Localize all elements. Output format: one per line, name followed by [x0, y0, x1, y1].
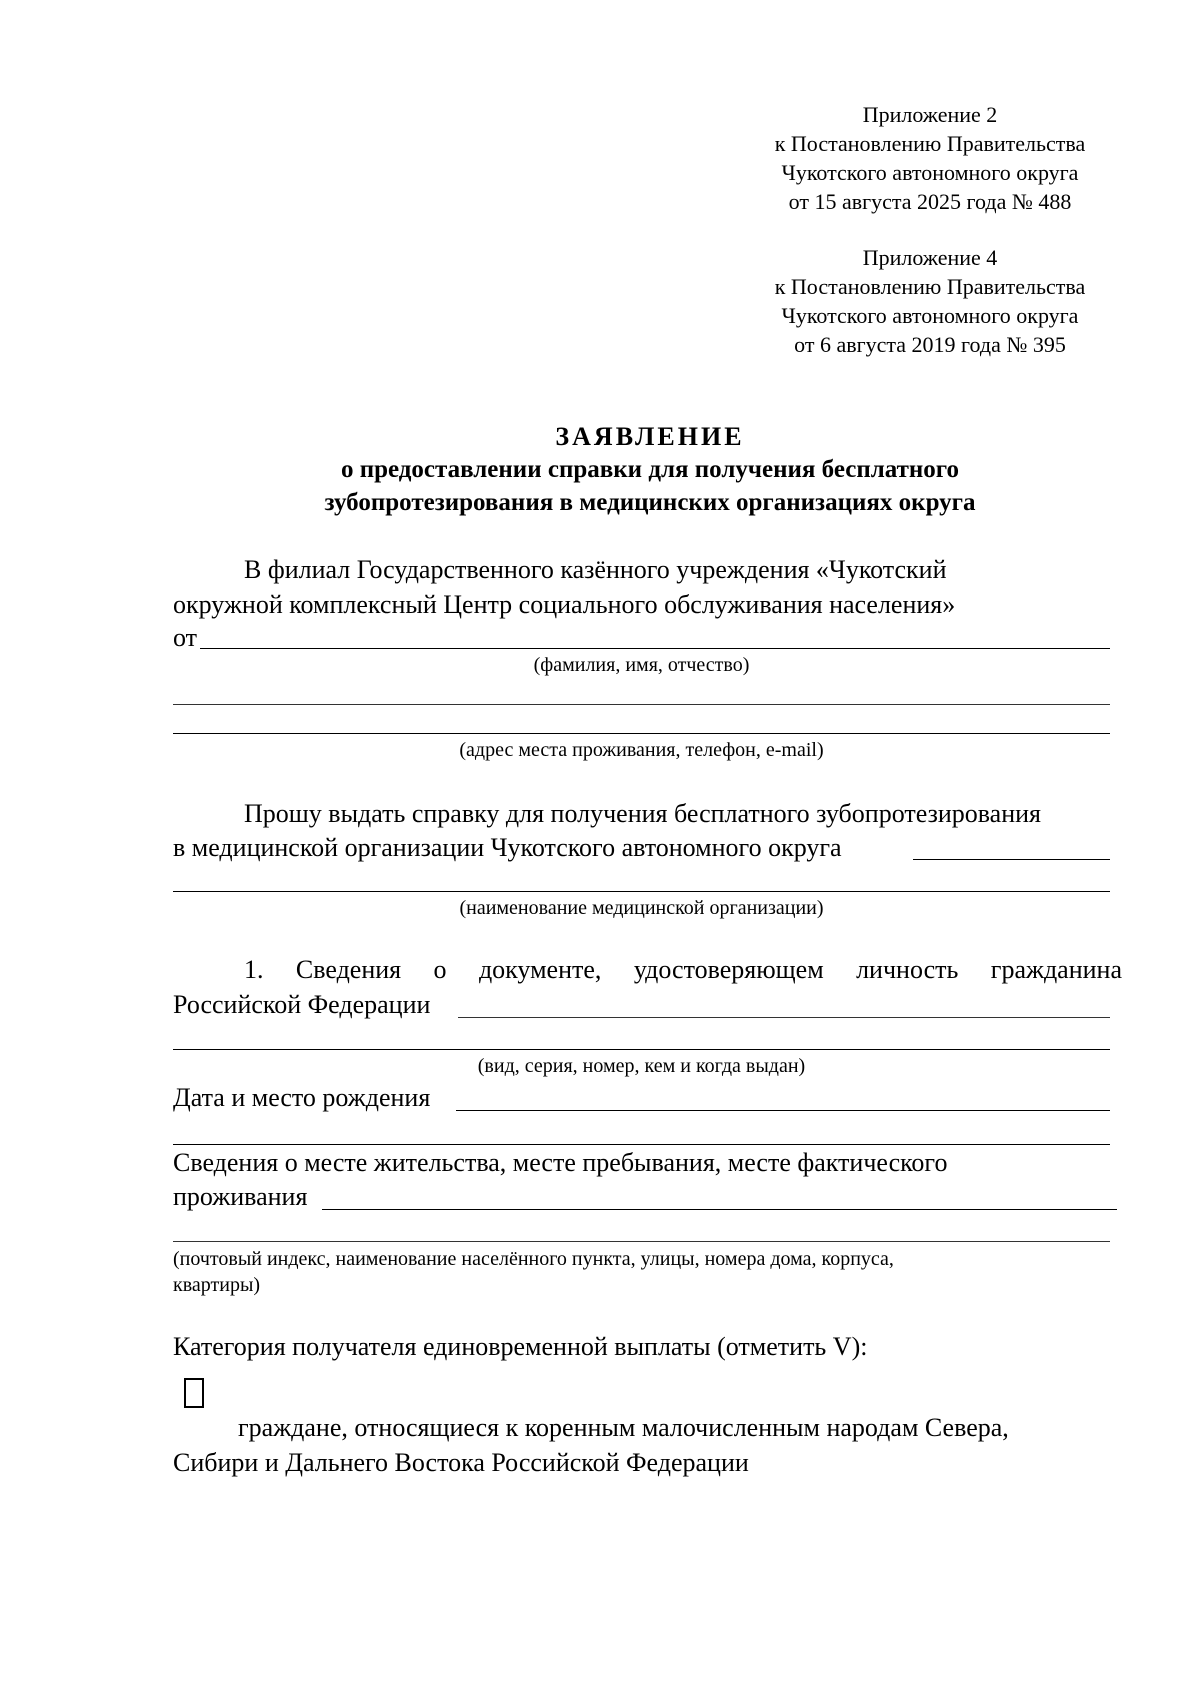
title-main: ЗАЯВЛЕНИЕ [555, 422, 745, 451]
appendix-title: Приложение 2 [862, 102, 998, 127]
category-option-1-line-1: граждане, относящиеся к коренным малочисленным народам Севера, [238, 1413, 1009, 1442]
address-hint: (адрес места проживания, телефон, e-mail) [459, 739, 824, 761]
identity-doc-hint: (вид, серия, номер, кем и когда выдан) [477, 1055, 806, 1077]
residence-line-1: Сведения о месте жительства, месте пребывания, месте фактического [173, 1148, 948, 1177]
addressee-line-1: В филиал Государственного казённого учреждения «Чукотский [244, 555, 947, 584]
residence-line-2: проживания [173, 1182, 308, 1211]
appendix-4-header [700, 243, 1160, 359]
fio-field[interactable] [200, 648, 1110, 649]
identity-doc-field-inline[interactable] [458, 1017, 1110, 1018]
category-label: Категория получателя единовременной выплаты (отметить V): [173, 1332, 868, 1361]
appendix-region: Чукотского автономного округа [781, 160, 1079, 185]
addressee-line-2: окружной комплексный Центр социального обслуживания населения» [173, 590, 956, 619]
section-1-line-1: 1. Сведения о документе, удостоверяющем личность гражданина [244, 955, 1122, 984]
request-line-1: Прошу выдать справку для получения бесплатного зубопротезирования [244, 799, 1042, 828]
address-field-line-1[interactable] [173, 704, 1110, 705]
category-option-1-line-2: Сибири и Дальнего Востока Российской Федерации [173, 1448, 749, 1477]
section-1-line-2: Российской Федерации [173, 990, 431, 1019]
from-label: от [173, 623, 198, 652]
appendix-reference: к Постановлению Правительства [774, 131, 1086, 156]
residence-field-inline[interactable] [322, 1209, 1117, 1210]
residence-hint-line-1: (почтовый индекс, наименование населённого пункта, улицы, номера дома, корпуса, [173, 1248, 894, 1270]
title-subtitle-line-2: зубопротезирования в медицинских организациях округа [324, 489, 976, 516]
medical-org-field[interactable] [173, 891, 1110, 892]
appendix-title: Приложение 4 [862, 245, 998, 270]
appendix-reference: к Постановлению Правительства [774, 274, 1086, 299]
request-line-2: в медицинской организации Чукотского автономного округа [173, 833, 842, 862]
fio-hint: (фамилия, имя, отчество) [533, 654, 750, 676]
medical-org-field-inline[interactable] [913, 859, 1110, 860]
identity-doc-field[interactable] [173, 1049, 1110, 1050]
birth-field-inline[interactable] [456, 1110, 1110, 1111]
residence-field[interactable] [173, 1241, 1110, 1242]
birth-label: Дата и место рождения [173, 1083, 431, 1112]
residence-hint-line-2: квартиры) [173, 1274, 261, 1296]
appendix-2-header [700, 100, 1160, 216]
address-field-line-2[interactable] [173, 733, 1110, 734]
title-subtitle-line-1: о предоставлении справки для получения бесплатного [340, 456, 960, 483]
birth-field[interactable] [173, 1144, 1110, 1145]
appendix-region: Чукотского автономного округа [781, 303, 1079, 328]
appendix-date: от 6 августа 2019 года № 395 [794, 332, 1066, 357]
document-title [174, 420, 1126, 519]
appendix-date: от 15 августа 2025 года № 488 [788, 189, 1072, 214]
medical-org-hint: (наименование медицинской организации) [459, 897, 824, 919]
category-checkbox[interactable] [184, 1378, 204, 1408]
